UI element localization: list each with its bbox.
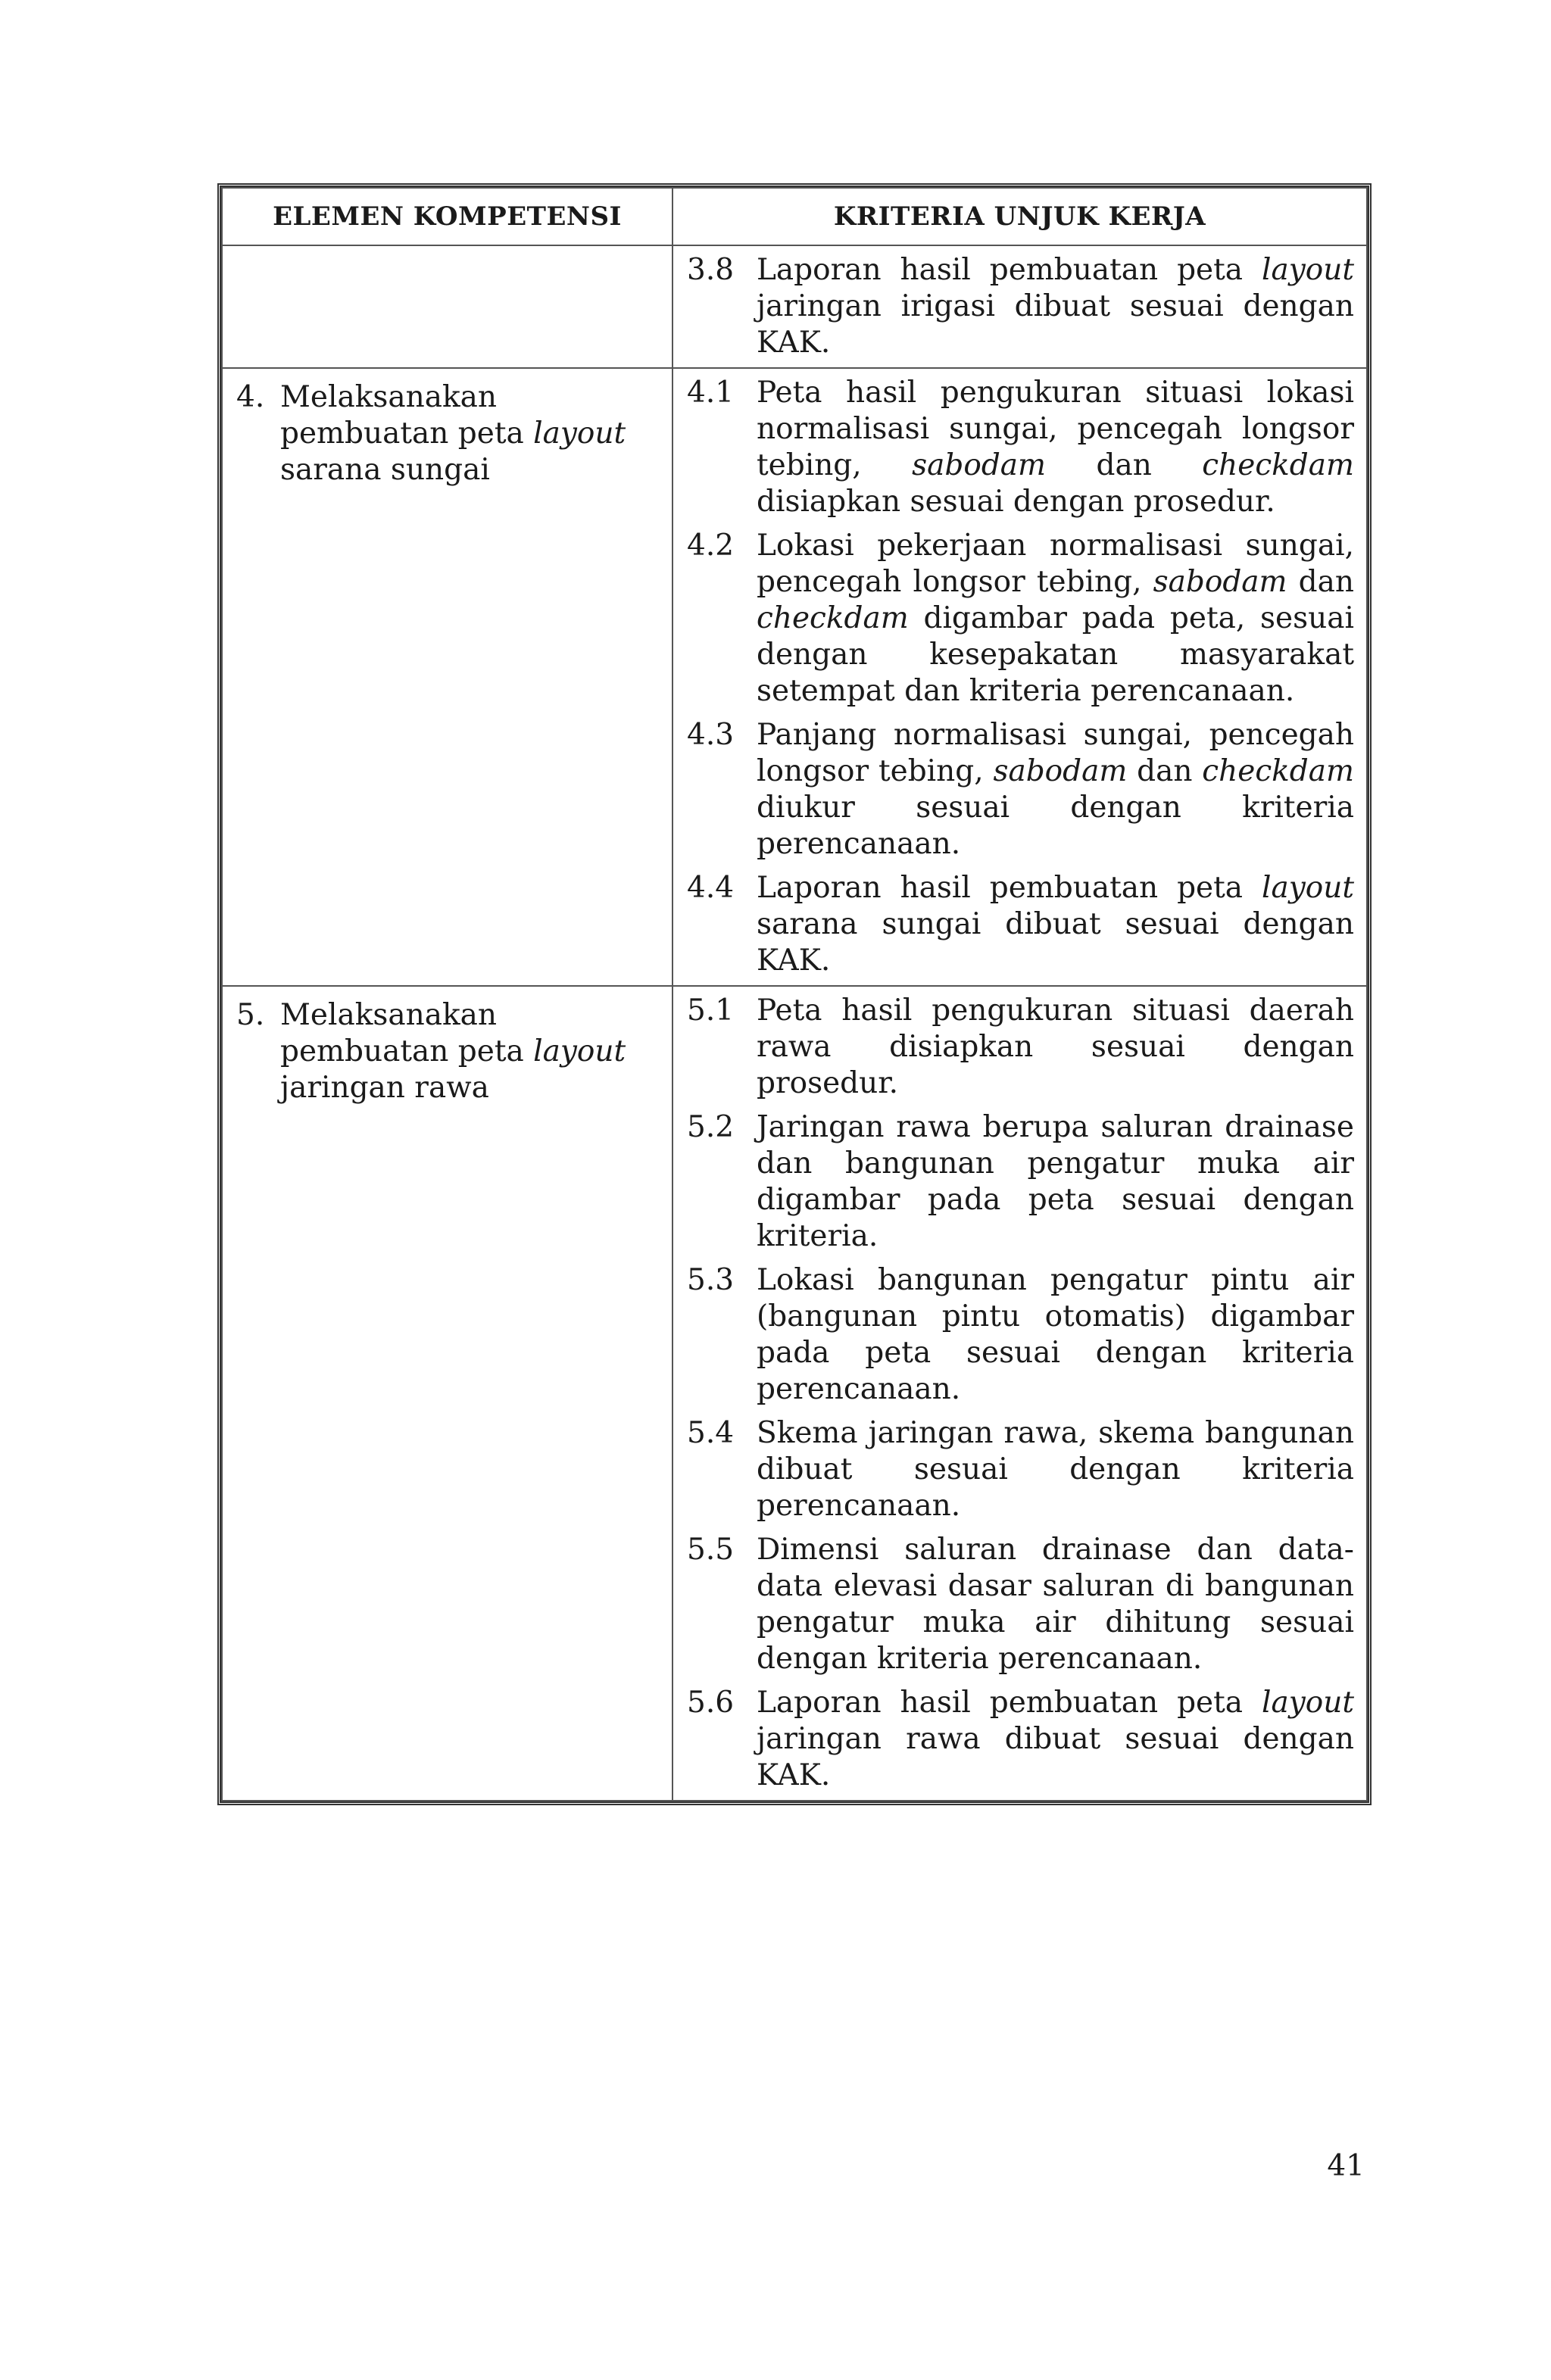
element-item <box>236 379 660 488</box>
criteria-item <box>687 1685 1354 1794</box>
criteria-number: 5.2 <box>687 1110 735 1144</box>
criteria-cell <box>673 245 1367 368</box>
element-cell <box>222 986 673 1801</box>
criteria-text: Lokasi pekerjaan normalisasi sungai, pencegah longsor tebing, sabodam dan checkdam digambar pada peta, sesuai dengan kesepakatan masyarakat setempat dan kriteria perencanaan. <box>757 529 1354 708</box>
element-cell <box>222 368 673 986</box>
criteria-number: 5.5 <box>687 1533 735 1567</box>
criteria-text: Laporan hasil pembuatan peta layout jaringan rawa dibuat sesuai dengan KAK. <box>757 1686 1354 1792</box>
criteria-item <box>687 375 1354 520</box>
criteria-number: 5.4 <box>687 1416 735 1450</box>
element-cell <box>222 245 673 368</box>
criteria-text: Skema jaringan rawa, skema bangunan dibuat sesuai dengan kriteria perencanaan. <box>757 1416 1354 1523</box>
criteria-number: 4.2 <box>687 529 735 563</box>
criteria-number: 4.1 <box>687 376 735 410</box>
element-text: Melaksanakan pembuatan peta layout jaringan rawa <box>280 998 626 1105</box>
criteria-item <box>687 1109 1354 1255</box>
criteria-item <box>687 1415 1354 1524</box>
criteria-item <box>687 717 1354 862</box>
criteria-text: Peta hasil pengukuran situasi lokasi normalisasi sungai, pencegah longsor tebing, sabodam dan checkdam disiapkan sesuai dengan prosedur. <box>757 376 1354 519</box>
criteria-item <box>687 252 1354 361</box>
element-text: Melaksanakan pembuatan peta layout sarana sungai <box>280 380 626 487</box>
criteria-text: Jaringan rawa berupa saluran drainase dan bangunan pengatur muka air digambar pada peta sesuai dengan kriteria. <box>757 1110 1354 1253</box>
table-row <box>222 368 1367 986</box>
criteria-cell <box>673 986 1367 1801</box>
competency-table <box>217 183 1372 1805</box>
criteria-number: 5.3 <box>687 1263 735 1297</box>
criteria-cell <box>673 368 1367 986</box>
table-header-row <box>222 188 1367 245</box>
criteria-text: Laporan hasil pembuatan peta layout jaringan irigasi dibuat sesuai dengan KAK. <box>757 253 1354 360</box>
criteria-item <box>687 528 1354 710</box>
criteria-number: 4.3 <box>687 718 735 752</box>
criteria-number: 5.1 <box>687 993 735 1028</box>
criteria-text: Panjang normalisasi sungai, pencegah longsor tebing, sabodam dan checkdam diukur sesuai dengan kriteria perencanaan. <box>757 718 1354 861</box>
criteria-item <box>687 1262 1354 1408</box>
header-elemen-kompetensi: ELEMEN KOMPETENSI <box>222 188 673 245</box>
criteria-text: Dimensi saluran drainase dan data-data elevasi dasar saluran di bangunan pengatur muka air dihitung sesuai dengan kriteria perencanaan. <box>757 1533 1354 1676</box>
criteria-item <box>687 1532 1354 1677</box>
criteria-number: 3.8 <box>687 253 735 287</box>
criteria-text: Lokasi bangunan pengatur pintu air (bangunan pintu otomatis) digambar pada peta sesuai dengan kriteria perencanaan. <box>757 1263 1354 1406</box>
criteria-number: 4.4 <box>687 871 735 905</box>
criteria-item <box>687 993 1354 1102</box>
criteria-text: Peta hasil pengukuran situasi daerah rawa disiapkan sesuai dengan prosedur. <box>757 993 1354 1100</box>
table-row <box>222 986 1367 1801</box>
criteria-text: Laporan hasil pembuatan peta layout sarana sungai dibuat sesuai dengan KAK. <box>757 871 1354 978</box>
criteria-item <box>687 870 1354 979</box>
element-item <box>236 997 660 1106</box>
header-kriteria-unjuk-kerja: KRITERIA UNJUK KERJA <box>673 188 1367 245</box>
element-number: 5. <box>236 998 265 1032</box>
element-number: 4. <box>236 380 265 414</box>
page-number: 41 <box>1327 2149 1365 2183</box>
table-row <box>222 245 1367 368</box>
criteria-number: 5.6 <box>687 1686 735 1720</box>
